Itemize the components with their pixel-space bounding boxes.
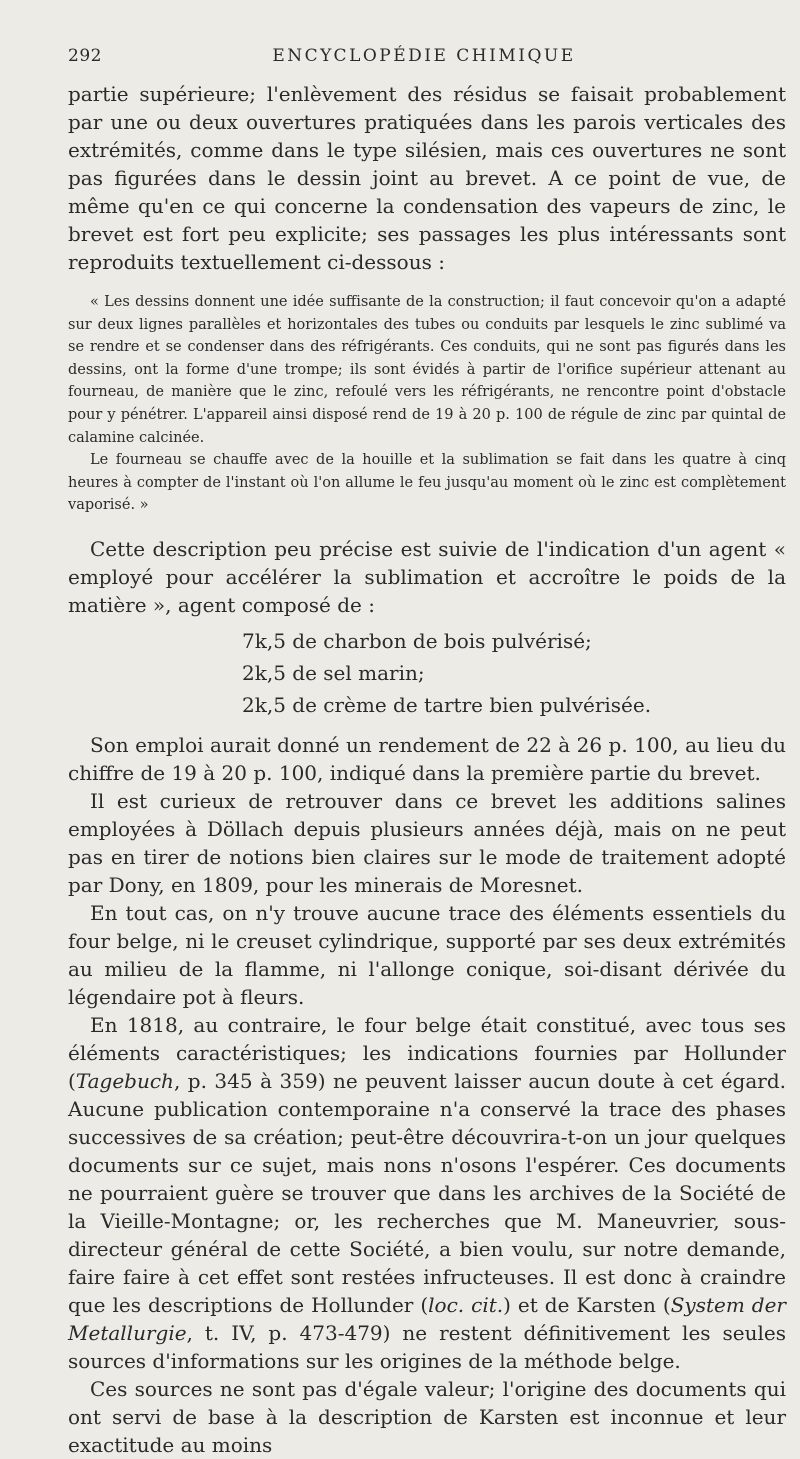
quote-paragraph: « Les dessins donnent une idée suffisante de la construction; il faut concevoir qu'on a adapté sur deux lignes parallèles et horizontales des tubes ou conduits par lesquels le zinc sublimé va se rendre et se condenser dans des réfrigérants. Ces conduits, qui ne sont pas figurés dans les dessins, ont la forme d'une trompe; ils sont évidés à partir de l'orifice supérieur attenant au fourneau, de manière que le zinc, refoulé vers les réfrigérants, ne rencontre point d'obstacle pour y pénétrer. L'appareil ainsi disposé rend de 19 à 20 p. 100 de régule de zinc par quintal de calamine calcinée. bbox=[68, 294, 786, 446]
paragraph: Il est curieux de retrouver dans ce brevet les additions salines employées à Döllach depuis plusieurs années déjà, mais on ne peut pas en tirer de notions bien claires sur le mode de traitement adopté par Dony, en 1809, pour les minerais de Moresnet. bbox=[68, 788, 786, 897]
running-title: ENCYCLOPÉDIE CHIMIQUE bbox=[272, 46, 576, 66]
paragraph: Ces sources ne sont pas d'égale valeur; l'origine des documents qui ont servi de base à la description de Karsten est inconnue et leur exactitude au moins bbox=[68, 1376, 786, 1457]
recipe-list bbox=[242, 625, 786, 721]
patent-quotation bbox=[68, 291, 786, 517]
text-run: ) et de Karsten ( bbox=[503, 1292, 671, 1317]
citation-title: System der Metallurgie bbox=[68, 1292, 786, 1345]
citation-title: loc. cit. bbox=[428, 1292, 504, 1317]
text-run: , t. IV, p. 473-479) ne restent définitivement les seules sources d'informations sur les origines de la méthode belge. bbox=[68, 1320, 786, 1373]
recipe-item: 2k,5 de crème de tartre bien pulvérisée. bbox=[242, 692, 652, 717]
recipe-item: 2k,5 de sel marin; bbox=[242, 660, 425, 685]
paragraph-continuation: partie supérieure; l'enlèvement des résidus se faisait probablement par une ou deux ouvertures pratiquées dans les parois verticales des extrémités, comme dans le type silésien, mais ces ouvertures ne sont pas figurées dans le dessin joint au brevet. A ce point de vue, de même qu'en ce qui concerne la condensation des vapeurs de zinc, le brevet est fort peu explicite; ses passages les plus intéressants sont reproduits textuellement ci-dessous : bbox=[68, 82, 786, 274]
paragraph: Cette description peu précise est suivie de l'indication d'un agent « employé pour accélérer la sublimation et accroître le poids de la matière », agent composé de : bbox=[68, 536, 786, 617]
paragraph bbox=[68, 1011, 786, 1375]
recipe-item: 7k,5 de charbon de bois pulvérisé; bbox=[242, 628, 592, 653]
paragraph: En tout cas, on n'y trouve aucune trace des éléments essentiels du four belge, ni le creuset cylindrique, supporté par ses deux extrémités au milieu de la flamme, ni l'allonge conique, soi-disant dérivée du légendaire pot à fleurs. bbox=[68, 900, 786, 1009]
quote-paragraph: Le fourneau se chauffe avec de la houille et la sublimation se fait dans les quatre à cinq heures à compter de l'instant où l'on allume le feu jusqu'au moment où le zinc est complètement vaporisé. » bbox=[68, 452, 786, 514]
body-text bbox=[68, 80, 786, 1459]
paragraph: Son emploi aurait donné un rendement de 22 à 26 p. 100, au lieu du chiffre de 19 à 20 p. 100, indiqué dans la première partie du brevet. bbox=[68, 732, 786, 785]
running-head bbox=[68, 46, 780, 72]
citation-title: Tagebuch bbox=[75, 1068, 174, 1093]
page-number: 292 bbox=[68, 46, 102, 66]
text-run: En 1818, au contraire, le four belge était constitué, avec tous ses éléments caractéristiques; les indications fournies par Hollunder ( bbox=[68, 1012, 786, 1093]
text-run: , p. 345 à 359) ne peuvent laisser aucun doute à cet égard. Aucune publication contemporaine n'a conservé la trace des phases successives de sa création; peut-être découvrira-t-on un jour quelques documents sur ce sujet, mais nons n'osons l'espérer. Ces documents ne pourraient guère se trouver que dans les archives de la Société de la Vieille-Montagne; or, les recherches que M. Maneuvrier, sous-directeur général de cette Société, a bien voulu, sur notre demande, faire faire à cet effet sont restées infructeuses. Il est donc à craindre que les descriptions de Hollunder ( bbox=[68, 1068, 786, 1317]
